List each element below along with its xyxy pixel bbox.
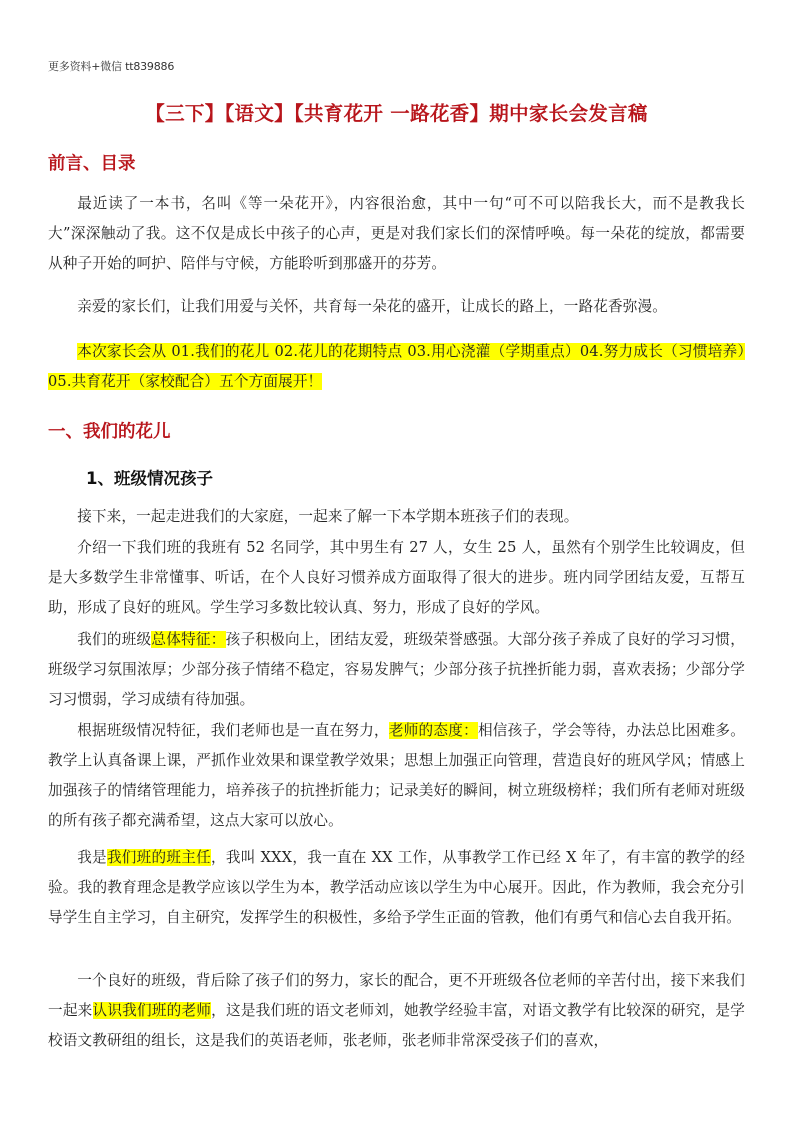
highlight-agenda: 本次家长会从 01.我们的花儿 02.花儿的花期特点 03.用心浇灌（学期重点）04.努力成长（习惯培养）05.共育花开（家校配合）五个方面展开！ xyxy=(48,343,745,390)
text-segment: ，这是我们班的语文老师刘，她教学经验丰富，对语文教学有比较深的研究，是学校语文教研组的组长，这是我们的英语老师，张老师，张老师非常深受孩子们的喜欢， xyxy=(48,1002,746,1049)
text-segment: 我们的班级 xyxy=(77,631,152,648)
highlight-head-teacher: 我们班的班主任 xyxy=(106,849,212,866)
highlight-teacher-attitude: 老师的态度： xyxy=(388,722,478,739)
paragraph-preface-agenda xyxy=(48,337,745,397)
document-title: 【三下】【语文】【共育花开 一路花香】期中家长会发言稿 xyxy=(145,102,648,125)
section-heading-our-flowers: 一、我们的花儿 xyxy=(48,422,171,442)
text-segment: 根据班级情况特征，我们老师也是一直在努力， xyxy=(77,722,389,739)
paragraph-preface-2: 亲爱的家长们，让我们用爱与关怀，共育每一朵花的盛开，让成长的路上，一路花香弥漫。 xyxy=(77,298,667,315)
text-segment: 相信孩子，学会等待，办法总比困难多。教学上认真备课上课，严抓作业效果和课堂教学效果；思想上加强正向管理，营造良好的班风学风；情感上加强孩子的情绪管理能力，培养孩子的抗挫折能力；记录美好的瞬间，树立班级榜样；我们所有老师对班级的所有孩子都充满希望，这点大家可以放心。 xyxy=(48,722,745,829)
text-segment: ，我叫 XXX，我一直在 XX 工作，从事教学工作已经 X 年了，有丰富的教学的经验。我的教育理念是教学应该以学生为本，教学活动应该以学生为中心展开。因此，作为教师，我会充分引导学生自主学习，自主研究，发挥学生的积极性，多给予学生正面的管教，他们有勇气和信心去自我开拓。 xyxy=(48,849,745,926)
section-heading-preface: 前言、目录 xyxy=(48,154,136,174)
paragraph-head-teacher xyxy=(48,843,745,933)
paragraph-class-stats: 介绍一下我们班的我班有 52 名同学，其中男生有 27 人，女生 25 人，虽然有个别学生比较调皮，但是大多数学生非常懂事、听话，在个人良好习惯养成方面取得了很大的进步。班内同学团结友爱，互帮互助，形成了良好的班风。学生学习多数比较认真、努力，形成了良好的学风。 xyxy=(48,539,745,616)
watermark-text: 更多资料+微信 tt839886 xyxy=(48,60,175,73)
paragraph-intro: 接下来，一起走进我们的大家庭，一起来了解一下本学期本班孩子们的表现。 xyxy=(77,508,579,525)
highlight-meet-teachers: 认识我们班的老师 xyxy=(92,1002,212,1019)
paragraph-meet-teachers xyxy=(48,966,745,1056)
highlight-overall-traits: 总体特征： xyxy=(151,631,226,648)
subsection-heading-class-situation: 1、班级情况孩子 xyxy=(86,469,213,488)
text-segment: 孩子积极向上，团结友爱，班级荣誉感强。大部分孩子养成了良好的学习习惯，班级学习氛围浓厚；少部分孩子情绪不稳定，容易发脾气；少部分孩子抗挫折能力弱，喜欢表扬；少部分学习习惯弱，学习成绩有待加强。 xyxy=(48,631,745,708)
text-segment: 一个良好的班级，背后除了孩子们的努力，家长的配合，更不开班级各位老师的辛苦付出，接下来我们一起来 xyxy=(48,972,745,1019)
text-segment: 我是 xyxy=(77,849,107,866)
paragraph-teacher-attitude xyxy=(48,716,745,836)
paragraph-preface-1: 最近读了一本书，名叫《等一朵花开》，内容很治愈，其中一句“可不可以陪我长大，而不是教我长大”深深触动了我。这不仅是成长中孩子的心声，更是对我们家长们的深情呼唤。每一朵花的绽放，都需要从种子开始的呵护、陪伴与守候，方能聆听到那盛开的芬芳。 xyxy=(48,195,745,272)
paragraph-overall-traits xyxy=(48,625,745,715)
